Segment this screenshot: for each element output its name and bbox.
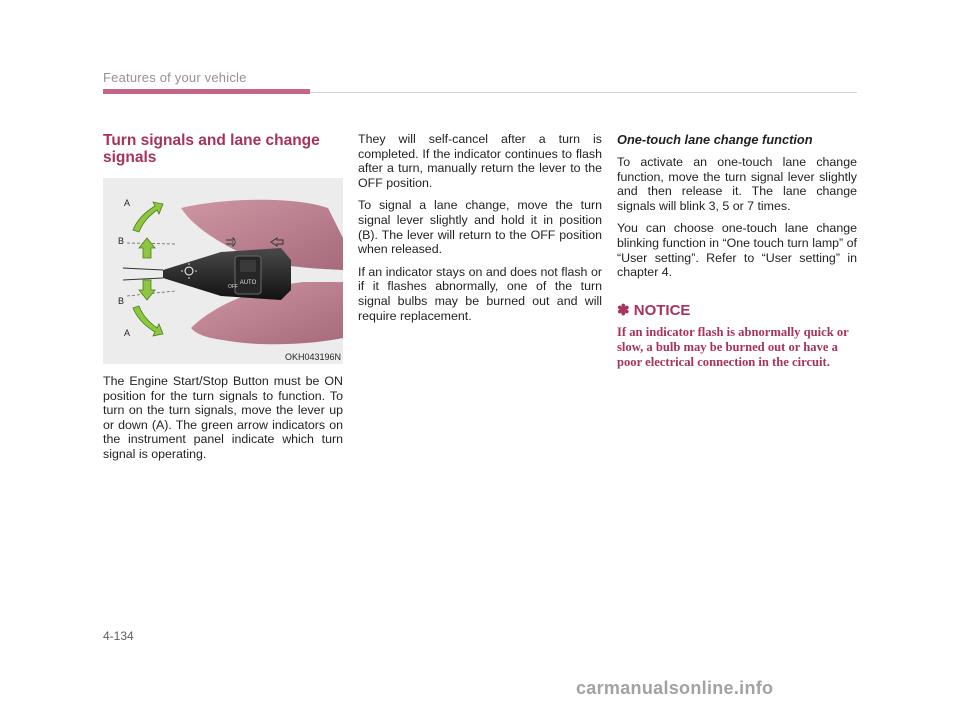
- notice-title: ✽ NOTICE: [617, 301, 691, 319]
- arrow-down-a-icon: [133, 306, 163, 336]
- column-right: [617, 132, 857, 370]
- arrow-up-b-icon: [139, 238, 155, 258]
- paragraph-self-cancel: They will self-cancel after a turn is completed. If the indicator continues to flash after a turn, manually return the lever to the OFF position.: [358, 132, 602, 190]
- section-heading: Turn signals and lane change signals: [103, 132, 320, 166]
- turn-signal-figure: [103, 178, 343, 364]
- arrow-up-a-icon: [133, 202, 163, 232]
- paragraph-lane-change: To signal a lane change, move the turn signal lever slightly and hold it in position (B). The lever will return to the OFF position when released.: [358, 198, 602, 257]
- turn-signal-lever-illustration: [103, 178, 343, 364]
- paragraph-one-touch: To activate an one-touch lane change function, move the turn signal lever slightly and then release it. The lane change signals will blink 3, 5 or 7 times.: [617, 155, 857, 213]
- arrow-down-b-icon: [139, 280, 155, 300]
- label-a-bottom: A: [124, 328, 131, 338]
- label-a-top: A: [124, 198, 131, 208]
- notice-body: If an indicator flash is abnormally quick or slow, a bulb may be burned out or have a poor electrical connection in the circuit.: [617, 324, 849, 369]
- watermark: carmanualsonline.info: [576, 678, 774, 698]
- paragraph-user-setting: You can choose one-touch lane change blinking function in “One touch turn lamp” of “User setting”. Refer to “User setting” in chapter 4.: [617, 221, 857, 280]
- header-accent-rule: [103, 89, 310, 94]
- column-middle: [358, 132, 602, 331]
- label-b-top: B: [118, 236, 125, 246]
- figure-code: OKH043196N: [284, 352, 341, 362]
- intro-paragraph: The Engine Start/Stop Button must be ON position for the turn signals to function. To turn on the turn signals, move the lever up or down (A). The green arrow indicators on the instrument panel indicate which turn signal is operating.: [103, 374, 343, 461]
- page-number: 4-134: [103, 629, 134, 643]
- header-rule: [310, 92, 857, 93]
- paragraph-abnormal: If an indicator stays on and does not flash or if it flashes abnormally, one of the turn signal bulbs may be burned out and will require replacement.: [358, 264, 602, 323]
- switch-off-label: OFF: [228, 284, 238, 290]
- lever-body: [163, 248, 291, 300]
- sub-heading: One-touch lane change function: [617, 132, 813, 147]
- label-b-bottom: B: [118, 296, 125, 306]
- switch-auto-label: AUTO: [239, 280, 257, 286]
- section-header: Features of your vehicle: [103, 70, 247, 85]
- column-left: [103, 132, 343, 470]
